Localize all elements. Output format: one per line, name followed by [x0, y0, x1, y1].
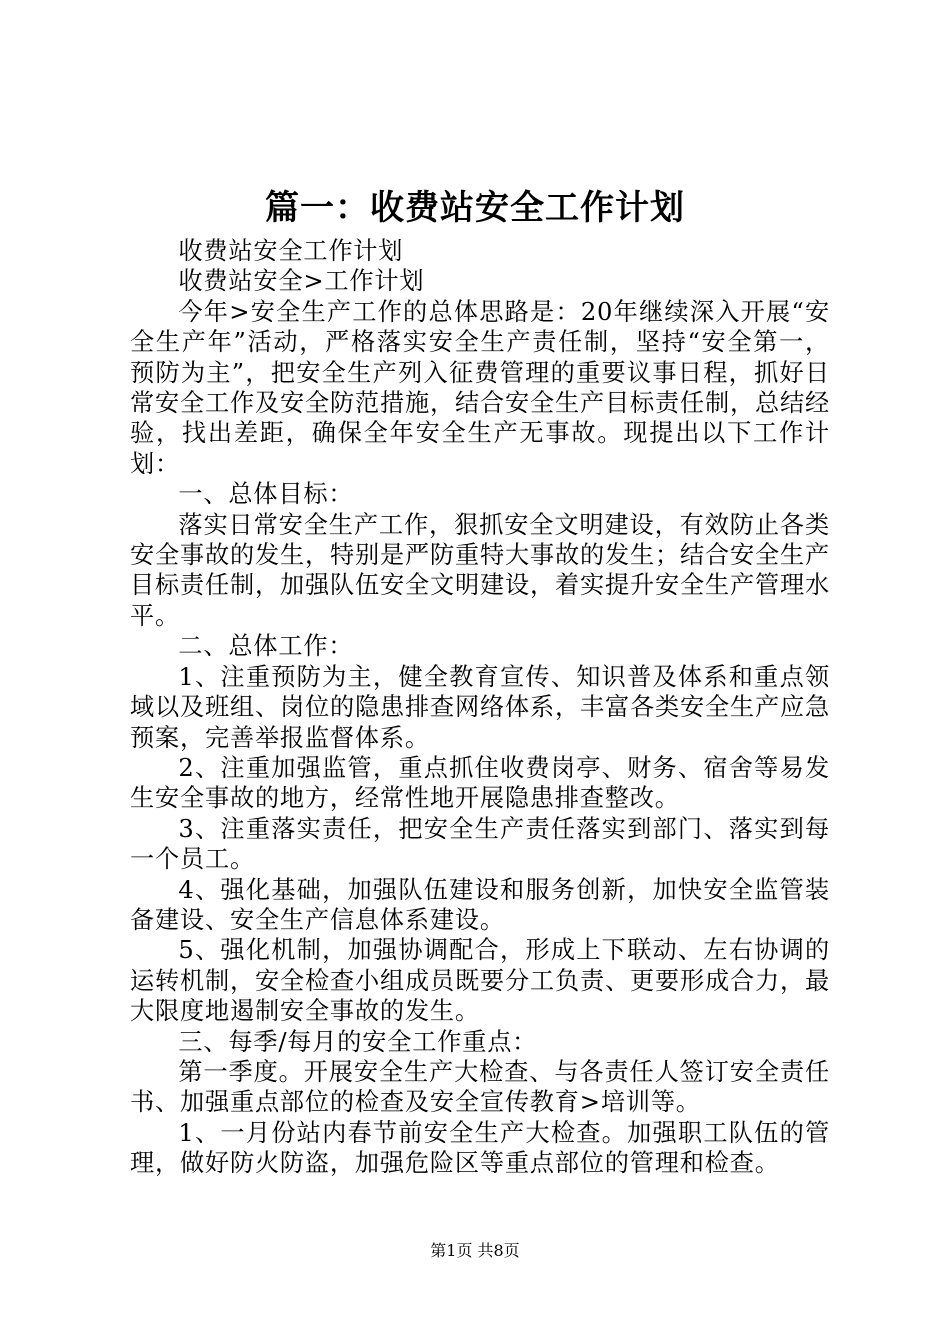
section-heading: 二、总体工作：: [178, 632, 354, 661]
paragraph: 收费站安全工作计划: [178, 237, 404, 265]
section-heading: 一、总体目标：: [178, 480, 354, 509]
document-title: 篇一：收费站安全工作计划: [265, 188, 685, 228]
list-item: 4、强化基础，加强队伍建设和服务创新，加快安全监管装备建设、安全生产信息体系建设。: [130, 875, 830, 934]
list-item: 5、强化机制，加强协调配合，形成上下联动、左右协调的运转机制，安全检查小组成员既要分工负责、更要形成合力，最大限度地遏制安全事故的发生。: [130, 936, 830, 1026]
section-heading: 三、每季/每月的安全工作重点：: [178, 1027, 538, 1056]
list-item: 1、注重预防为主，健全教育宣传、知识普及体系和重点领域以及班组、岗位的隐患排查网络体系，丰富各类安全生产应急预案，完善举报监督体系。: [130, 662, 830, 752]
paragraph: 收费站安全>工作计划: [178, 267, 425, 296]
paragraph: 第一季度。开展安全生产大检查、与各责任人签订安全责任书、加强重点部位的检查及安全宣传教育>培训等。: [130, 1057, 830, 1117]
list-item: 2、注重加强监管，重点抓住收费岗亭、财务、宿舍等易发生安全事故的地方，经常性地开展隐患排查整改。: [130, 753, 830, 813]
page-footer: 第1页 共8页: [430, 1241, 520, 1260]
list-item: 3、注重落实责任，把安全生产责任落实到部门、落实到每一个员工。: [130, 814, 830, 874]
list-item: 1、一月份站内春节前安全生产大检查。加强职工队伍的管理，做好防火防盗，加强危险区等重点部位的管理和检查。: [130, 1118, 830, 1178]
paragraph: 今年>安全生产工作的总体思路是：20年继续深入开展“安全生产年”活动，严格落实安全生产责任制，坚持“安全第一，预防为主”，把安全生产列入征费管理的重要议事日程，抓好日常安全工作及安全防范措施，结合安全生产目标责任制，总结经验，找出差距，确保全年安全生产无事故。现提出以下工作计划：: [130, 297, 830, 478]
paragraph: 落实日常安全生产工作，狠抓安全文明建设，有效防止各类安全事故的发生，特别是严防重特大事故的发生；结合安全生产目标责任制，加强队伍安全文明建设，着实提升安全生产管理水平。: [130, 510, 830, 630]
document-body: [130, 236, 830, 1179]
